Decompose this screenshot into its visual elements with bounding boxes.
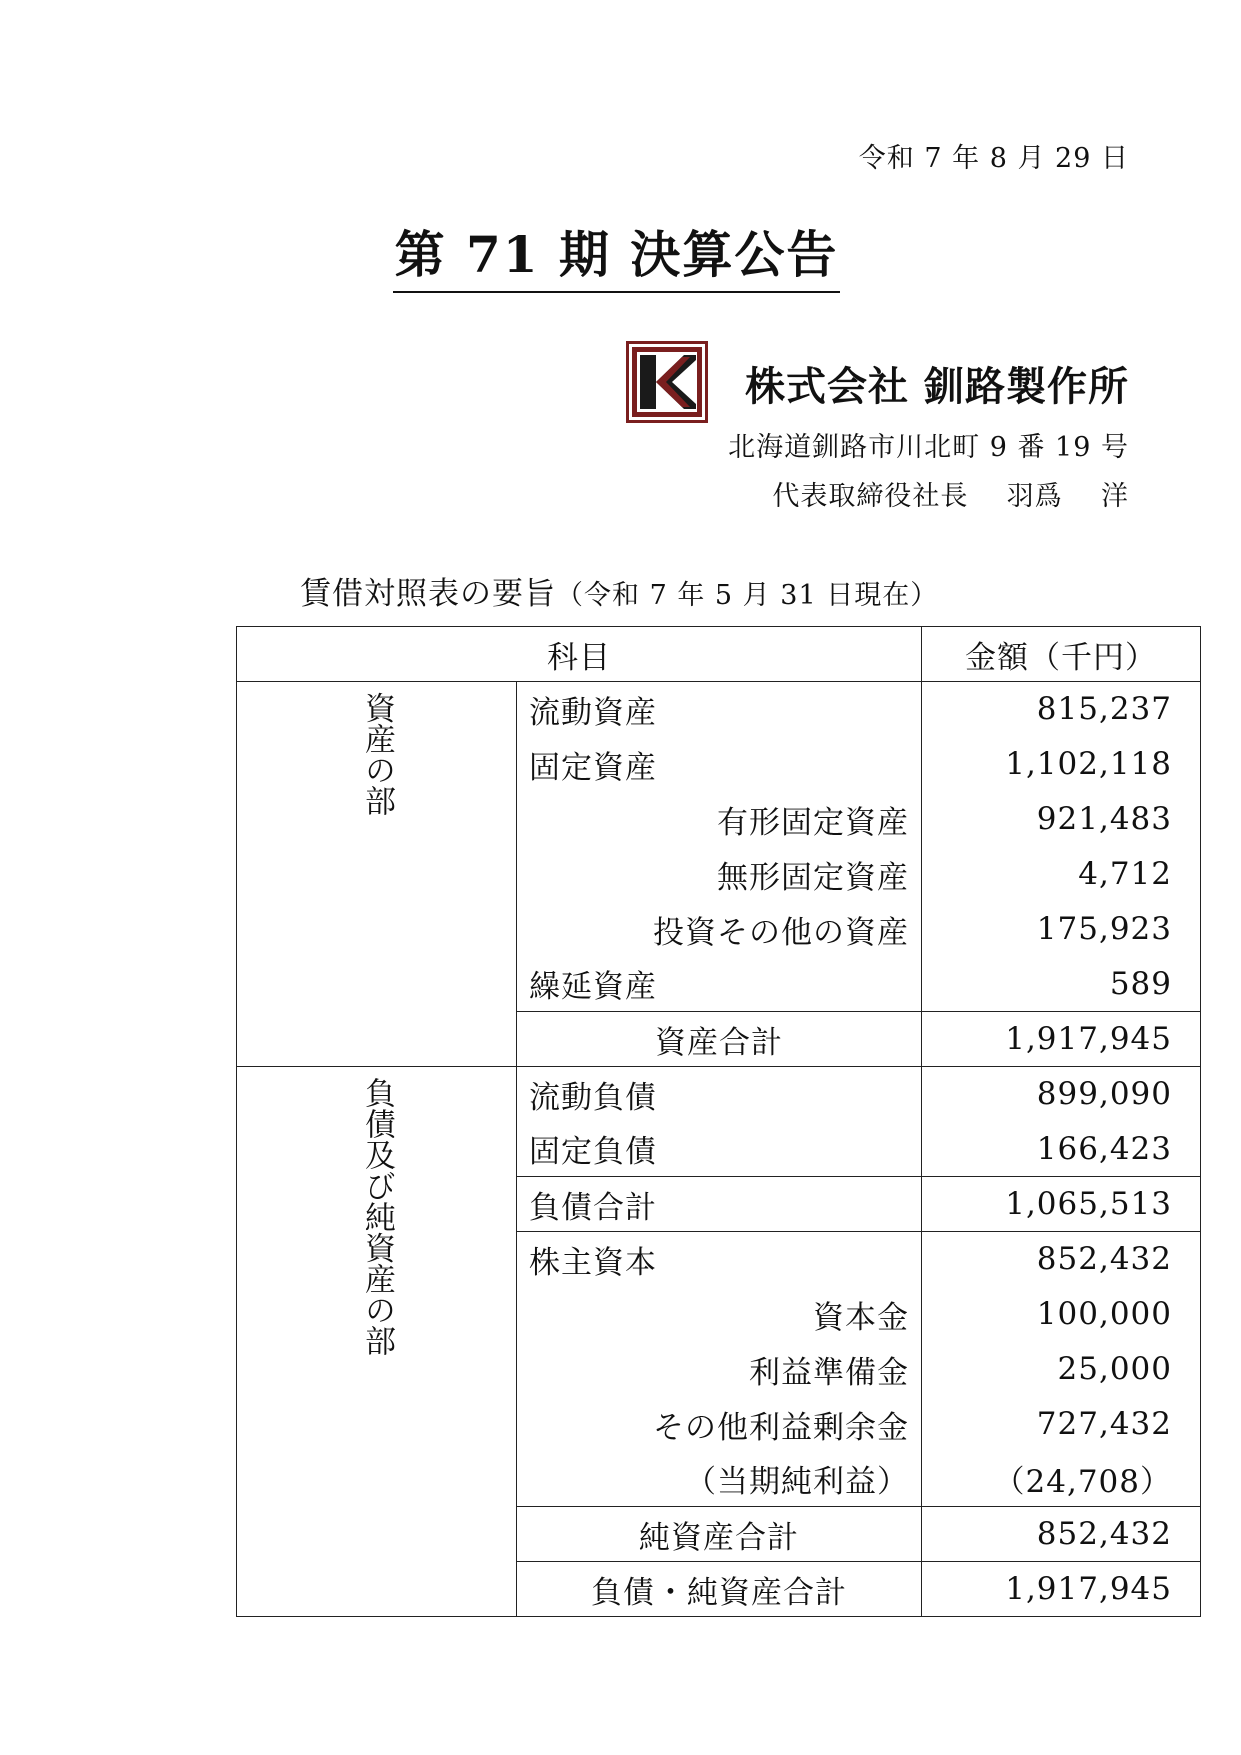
- row-value: 899,090: [922, 1067, 1201, 1122]
- row-label: 投資その他の資産: [517, 902, 922, 957]
- balance-sheet-table: [236, 626, 1201, 1617]
- table-header-row: [237, 627, 1201, 682]
- row-label: 流動負債: [517, 1067, 922, 1122]
- page-title-text: 第 71 期 決算公告: [393, 215, 841, 293]
- liabilities-section-text: 負債及び純資産の部: [359, 1077, 395, 1356]
- company-name: 株式会社 釧路製作所: [745, 364, 1129, 410]
- header-amount: 金額（千円）: [922, 627, 1201, 682]
- grand-total-value: 1,917,945: [922, 1562, 1201, 1617]
- row-value: （24,708）: [922, 1452, 1201, 1507]
- announcement-date: 令和 7 年 8 月 29 日: [858, 143, 1129, 174]
- assets-section-text: 資産の部: [359, 692, 395, 816]
- assets-total-value: 1,917,945: [922, 1012, 1201, 1067]
- row-value: 815,237: [922, 682, 1201, 737]
- row-value: 727,432: [922, 1397, 1201, 1452]
- row-label: 固定負債: [517, 1122, 922, 1177]
- row-label: 有形固定資産: [517, 792, 922, 847]
- row-label: 繰延資産: [517, 957, 922, 1012]
- assets-section-label: [237, 682, 517, 1067]
- row-value: 175,923: [922, 902, 1201, 957]
- table-row: [237, 682, 1201, 737]
- equity-total-value: 852,432: [922, 1507, 1201, 1562]
- row-label: 利益準備金: [517, 1342, 922, 1397]
- grand-total-label: 負債・純資産合計: [517, 1562, 922, 1617]
- row-label: 固定資産: [517, 737, 922, 792]
- balance-sheet-title-text: 賃借対照表の要旨: [300, 576, 556, 612]
- table-row: [237, 1067, 1201, 1122]
- assets-total-label: 資産合計: [517, 1012, 922, 1067]
- company-address: 北海道釧路市川北町 9 番 19 号: [728, 432, 1129, 463]
- row-label: 株主資本: [517, 1232, 922, 1287]
- liabilities-section-label: [237, 1067, 517, 1617]
- balance-sheet-as-of: （令和 7 年 5 月 31 日現在）: [556, 580, 939, 611]
- company-representative: 代表取締役社長 羽爲 洋: [772, 481, 1129, 512]
- row-value: 4,712: [922, 847, 1201, 902]
- row-label: （当期純利益）: [517, 1452, 922, 1507]
- equity-total-label: 純資産合計: [517, 1507, 922, 1562]
- header-item: 科目: [237, 627, 922, 682]
- row-value: 921,483: [922, 792, 1201, 847]
- liabilities-total-label: 負債合計: [517, 1177, 922, 1232]
- row-value: 852,432: [922, 1232, 1201, 1287]
- balance-sheet-title: [300, 568, 938, 613]
- company-logo: [626, 341, 708, 423]
- row-label: 無形固定資産: [517, 847, 922, 902]
- row-value: 166,423: [922, 1122, 1201, 1177]
- row-value: 100,000: [922, 1287, 1201, 1342]
- row-label: 資本金: [517, 1287, 922, 1342]
- row-value: 1,102,118: [922, 737, 1201, 792]
- row-value: 589: [922, 957, 1201, 1012]
- row-label: 流動資産: [517, 682, 922, 737]
- row-label: その他利益剰余金: [517, 1397, 922, 1452]
- row-value: 25,000: [922, 1342, 1201, 1397]
- page-title: [0, 215, 1241, 293]
- liabilities-total-value: 1,065,513: [922, 1177, 1201, 1232]
